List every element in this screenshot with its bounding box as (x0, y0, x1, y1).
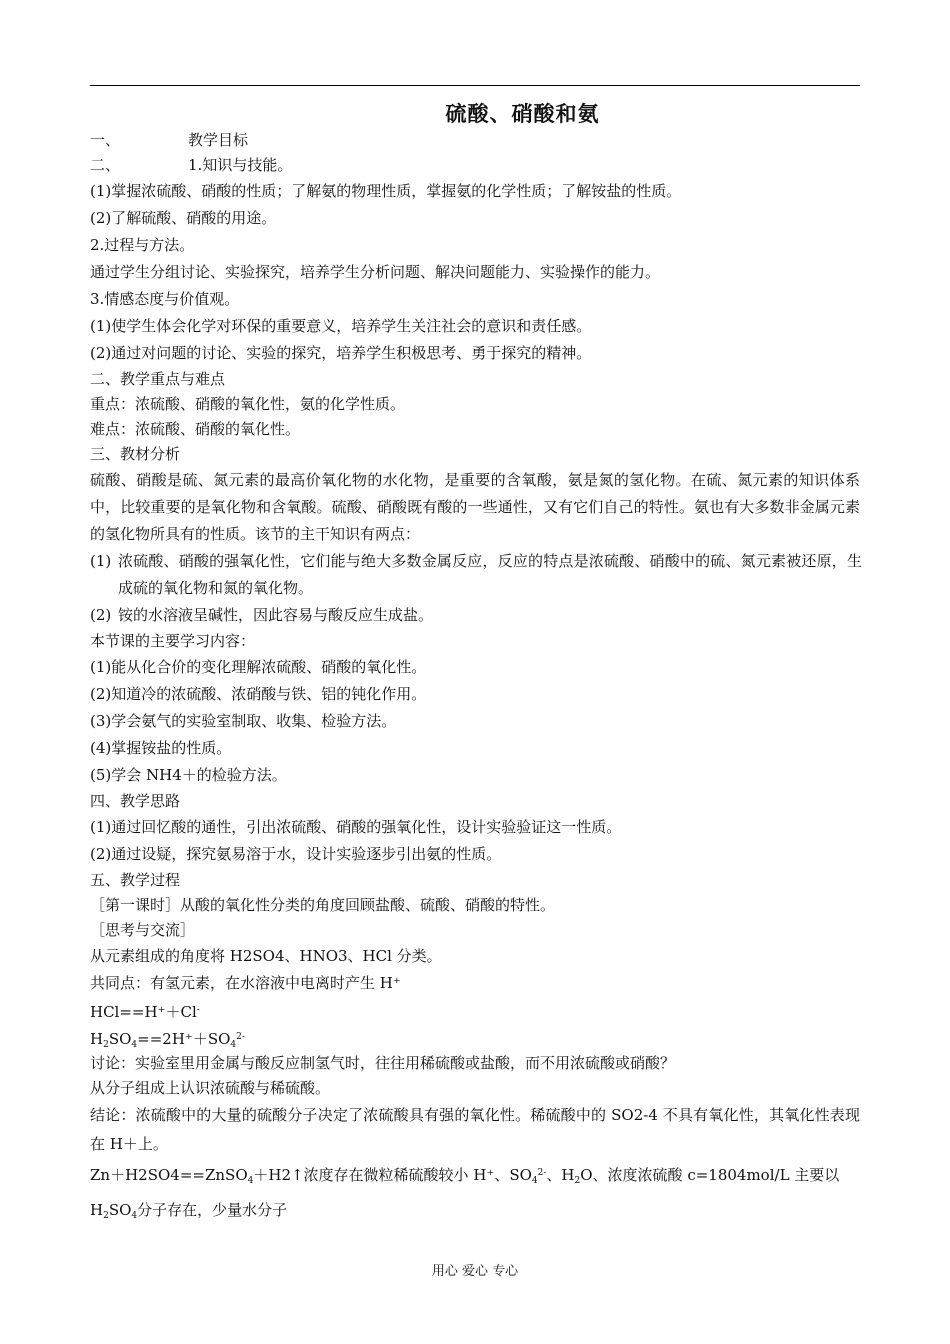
equation-text: HCl==H⁺＋Cl (90, 1003, 197, 1021)
process-heading: 五、教学过程 (90, 871, 181, 889)
knowledge-heading (90, 153, 862, 178)
subscript: 2 (103, 1211, 109, 1221)
think-exchange-line: ［思考与交流］ (90, 921, 196, 939)
heading-text: 教学目标 (188, 131, 249, 149)
knowledge-item-2: (2)了解硫酸、硝酸的用途。 (90, 209, 277, 227)
subscript: 4 (131, 1211, 138, 1221)
equation-hcl (90, 997, 862, 1024)
key-focus: 重点：浓硫酸、硝酸的氧化性，氨的化学性质。 (90, 395, 406, 413)
common-point-line: 共同点：有氢元素，在水溶液中电离时产生 H⁺ (90, 974, 401, 992)
analysis-heading: 三、教材分析 (90, 445, 181, 463)
equation-h2so4 (90, 1024, 862, 1051)
objectives-heading (90, 128, 862, 153)
content-item-4: (4)掌握铵盐的性质。 (90, 739, 232, 757)
content-heading: 本节课的主要学习内容： (90, 632, 256, 650)
content-item-5: (5)学会 NH4＋的检验方法。 (90, 766, 287, 784)
content-item-1: (1)能从化合价的变化理解浓硫酸、硝酸的氧化性。 (90, 658, 427, 676)
formula-part: Zn＋H2SO4==ZnSO (90, 1166, 248, 1184)
analysis-point-2 (90, 602, 862, 629)
superscript: - (196, 1005, 200, 1015)
heading-number: 二、 (90, 156, 121, 174)
emotion-item-2: (2)通过对问题的讨论、实验的探究，培养学生积极思考、勇于探究的精神。 (90, 344, 592, 362)
reaction-paragraph (90, 1159, 860, 1231)
point-number: (1) (90, 552, 112, 570)
formula-part: ==2H⁺＋SO (137, 1030, 231, 1048)
formula-part: 分子存在，少量水分子 (137, 1201, 288, 1219)
formula-part: O、浓度浓硫酸 c=1804mol/L 主要以 (580, 1166, 840, 1184)
analysis-paragraph: 硫酸、硝酸是硫、氮元素的最高价氧化物的水化物，是重要的含氧酸，氨是氮的氢化物。在硫、氮元素的知识体系中，比较重要的是氧化物和含氧酸。硫酸、硝酸既有酸的一些通性，又有它们自己的特性。氨也有大多数非金属元素的氢化物所具有的性质。该节的主干知识有两点： (90, 471, 860, 543)
process-method-heading: 2.过程与方法。 (90, 236, 195, 254)
molecular-line: 从分子组成上认识浓硫酸与稀硫酸。 (90, 1079, 331, 1097)
analysis-point-1 (90, 548, 862, 602)
formula-part: H (90, 1030, 104, 1048)
superscript: 2- (236, 1032, 245, 1042)
content-item-2: (2)知道冷的浓硫酸、浓硝酸与铁、铝的钝化作用。 (90, 685, 427, 703)
first-lesson-line: ［第一课时］从酸的氧化性分类的角度回顾盐酸、硫酸、硝酸的特性。 (90, 896, 556, 914)
emotion-item-1: (1)使学生体会化学对环保的重要意义，培养学生关注社会的意识和责任感。 (90, 317, 592, 335)
key-difficulty: 难点：浓硫酸、硝酸的氧化性。 (90, 420, 301, 438)
subscript: 4 (230, 1040, 237, 1050)
conclusion-paragraph: 结论：浓硫酸中的大量的硫酸分子决定了浓硫酸具有强的氧化性。稀硫酸中的 SO2-4 不具有氧化性，其氧化性表现在 H＋上。 (90, 1106, 860, 1153)
point-text: 浓硫酸、硝酸的强氧化性，它们能与绝大多数金属反应，反应的特点是浓硫酸、硝酸中的硫、氮元素被还原，生成硫的氧化物和氮的氧化物。 (118, 552, 862, 597)
subscript: 4 (131, 1040, 138, 1050)
key-points-heading: 二、教学重点与难点 (90, 370, 226, 388)
classify-line: 从元素组成的角度将 H2SO4、HNO3、HCl 分类。 (90, 947, 442, 965)
idea-heading: 四、教学思路 (90, 792, 181, 810)
subscript: 2 (574, 1176, 581, 1186)
page-footer: 用心 爱心 专心 (431, 1264, 519, 1279)
point-text: 铵的水溶液呈碱性，因此容易与酸反应生成盐。 (118, 606, 434, 624)
idea-item-2: (2)通过设疑，探究氨易溶于水，设计实验逐步引出氨的性质。 (90, 845, 502, 863)
formula-part: H (90, 1201, 104, 1219)
formula-part: 、H (546, 1166, 575, 1184)
knowledge-item-1: (1)掌握浓硫酸、硝酸的性质；了解氨的物理性质，掌握氨的化学性质；了解铵盐的性质。 (90, 182, 682, 200)
process-method-text: 通过学生分组讨论、实验探究，培养学生分析问题、解决问题能力、实验操作的能力。 (90, 263, 661, 281)
formula-part: SO (108, 1030, 132, 1048)
content-item-3: (3)学会氨气的实验室制取、收集、检验方法。 (90, 712, 397, 730)
formula-part: ＋H2↑浓度存在微粒稀硫酸较小 H⁺、SO (253, 1166, 532, 1184)
subscript: 2 (103, 1040, 109, 1050)
formula-part: SO (108, 1201, 132, 1219)
superscript: 2- (537, 1168, 547, 1178)
document-body (90, 128, 862, 1231)
heading-text: 1.知识与技能。 (188, 156, 293, 174)
document-title: 硫酸、硝酸和氨 (445, 101, 600, 126)
header-rule (90, 85, 860, 86)
subscript: 4 (247, 1176, 254, 1186)
subscript: 4 (531, 1176, 538, 1186)
emotion-heading: 3.情感态度与价值观。 (90, 290, 240, 308)
idea-item-1: (1)通过回忆酸的通性，引出浓硫酸、硝酸的强氧化性，设计实验验证这一性质。 (90, 818, 622, 836)
discussion-line: 讨论：实验室里用金属与酸反应制氢气时，往往用稀硫酸或盐酸，而不用浓硫酸或硝酸？ (90, 1054, 676, 1072)
point-number: (2) (90, 606, 112, 624)
heading-number: 一、 (90, 131, 121, 149)
